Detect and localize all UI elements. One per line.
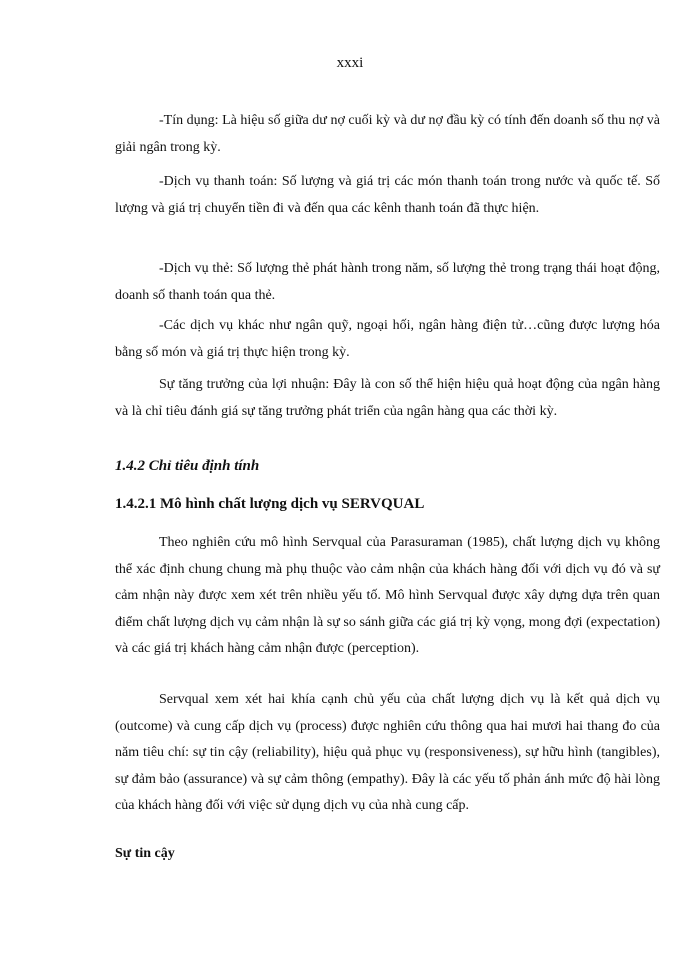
paragraph-payment-services: -Dịch vụ thanh toán: Số lượng và giá trị các món thanh toán trong nước và quốc tế. Số lượng và giá trị chuyển tiền đi và đến qua các kênh thanh toán đã thực hiện. xyxy=(115,174,660,216)
section-heading: 1.4.2 Chỉ tiêu định tính xyxy=(115,458,260,474)
paragraph-card-services: -Dịch vụ thẻ: Số lượng thẻ phát hành trong năm, số lượng thẻ trong trạng thái hoạt động, doanh số thanh toán qua thẻ. xyxy=(115,261,660,303)
paragraph-profit-growth: Sự tăng trưởng của lợi nhuận: Đây là con số thể hiện hiệu quả hoạt động của ngân hàng và là chỉ tiêu đánh giá sự tăng trưởng phát triển của ngân hàng qua các thời kỳ. xyxy=(115,377,660,419)
paragraph-servqual-intro: Theo nghiên cứu mô hình Servqual của Parasuraman (1985), chất lượng dịch vụ không thể xác định chung chung mà phụ thuộc vào cảm nhận của khách hàng đối với dịch vụ đó và sự cảm nhận này được xem xét trên nhiều yếu tố. Mô hình Servqual được xây dựng dựa trên quan điểm chất lượng dịch vụ cảm nhận là sự so sánh giữa các giá trị kỳ vọng, mong đợi (expectation) và các giá trị khách hàng cảm nhận được (perception). xyxy=(115,535,660,656)
paragraph-credit: -Tín dụng: Là hiệu số giữa dư nợ cuối kỳ và dư nợ đầu kỳ có tính đến doanh số thu nợ và giải ngân trong kỳ. xyxy=(115,113,660,155)
subsection-heading: 1.4.2.1 Mô hình chất lượng dịch vụ SERVQUAL xyxy=(115,496,425,512)
paragraph-servqual-dimensions: Servqual xem xét hai khía cạnh chủ yếu của chất lượng dịch vụ là kết quả dịch vụ (outcome) và cung cấp dịch vụ (process) được nghiên cứu thông qua hai mươi hai thang đo của năm tiêu chí: sự tin cậy (reliability), hiệu quả phục vụ (responsiveness), sự hữu hình (tangibles), sự đảm bảo (assurance) và sự cảm thông (empathy). Đây là các yếu tố phản ánh mức độ hài lòng của khách hàng đối với việc sử dụng dịch vụ của nhà cung cấp. xyxy=(115,692,660,813)
reliability-heading: Sự tin cậy xyxy=(115,846,175,861)
paragraph-other-services: -Các dịch vụ khác như ngân quỹ, ngoại hối, ngân hàng điện tử…cũng được lượng hóa bằng số món và giá trị thực hiện trong kỳ. xyxy=(115,318,660,360)
page-number: xxxi xyxy=(336,55,364,71)
